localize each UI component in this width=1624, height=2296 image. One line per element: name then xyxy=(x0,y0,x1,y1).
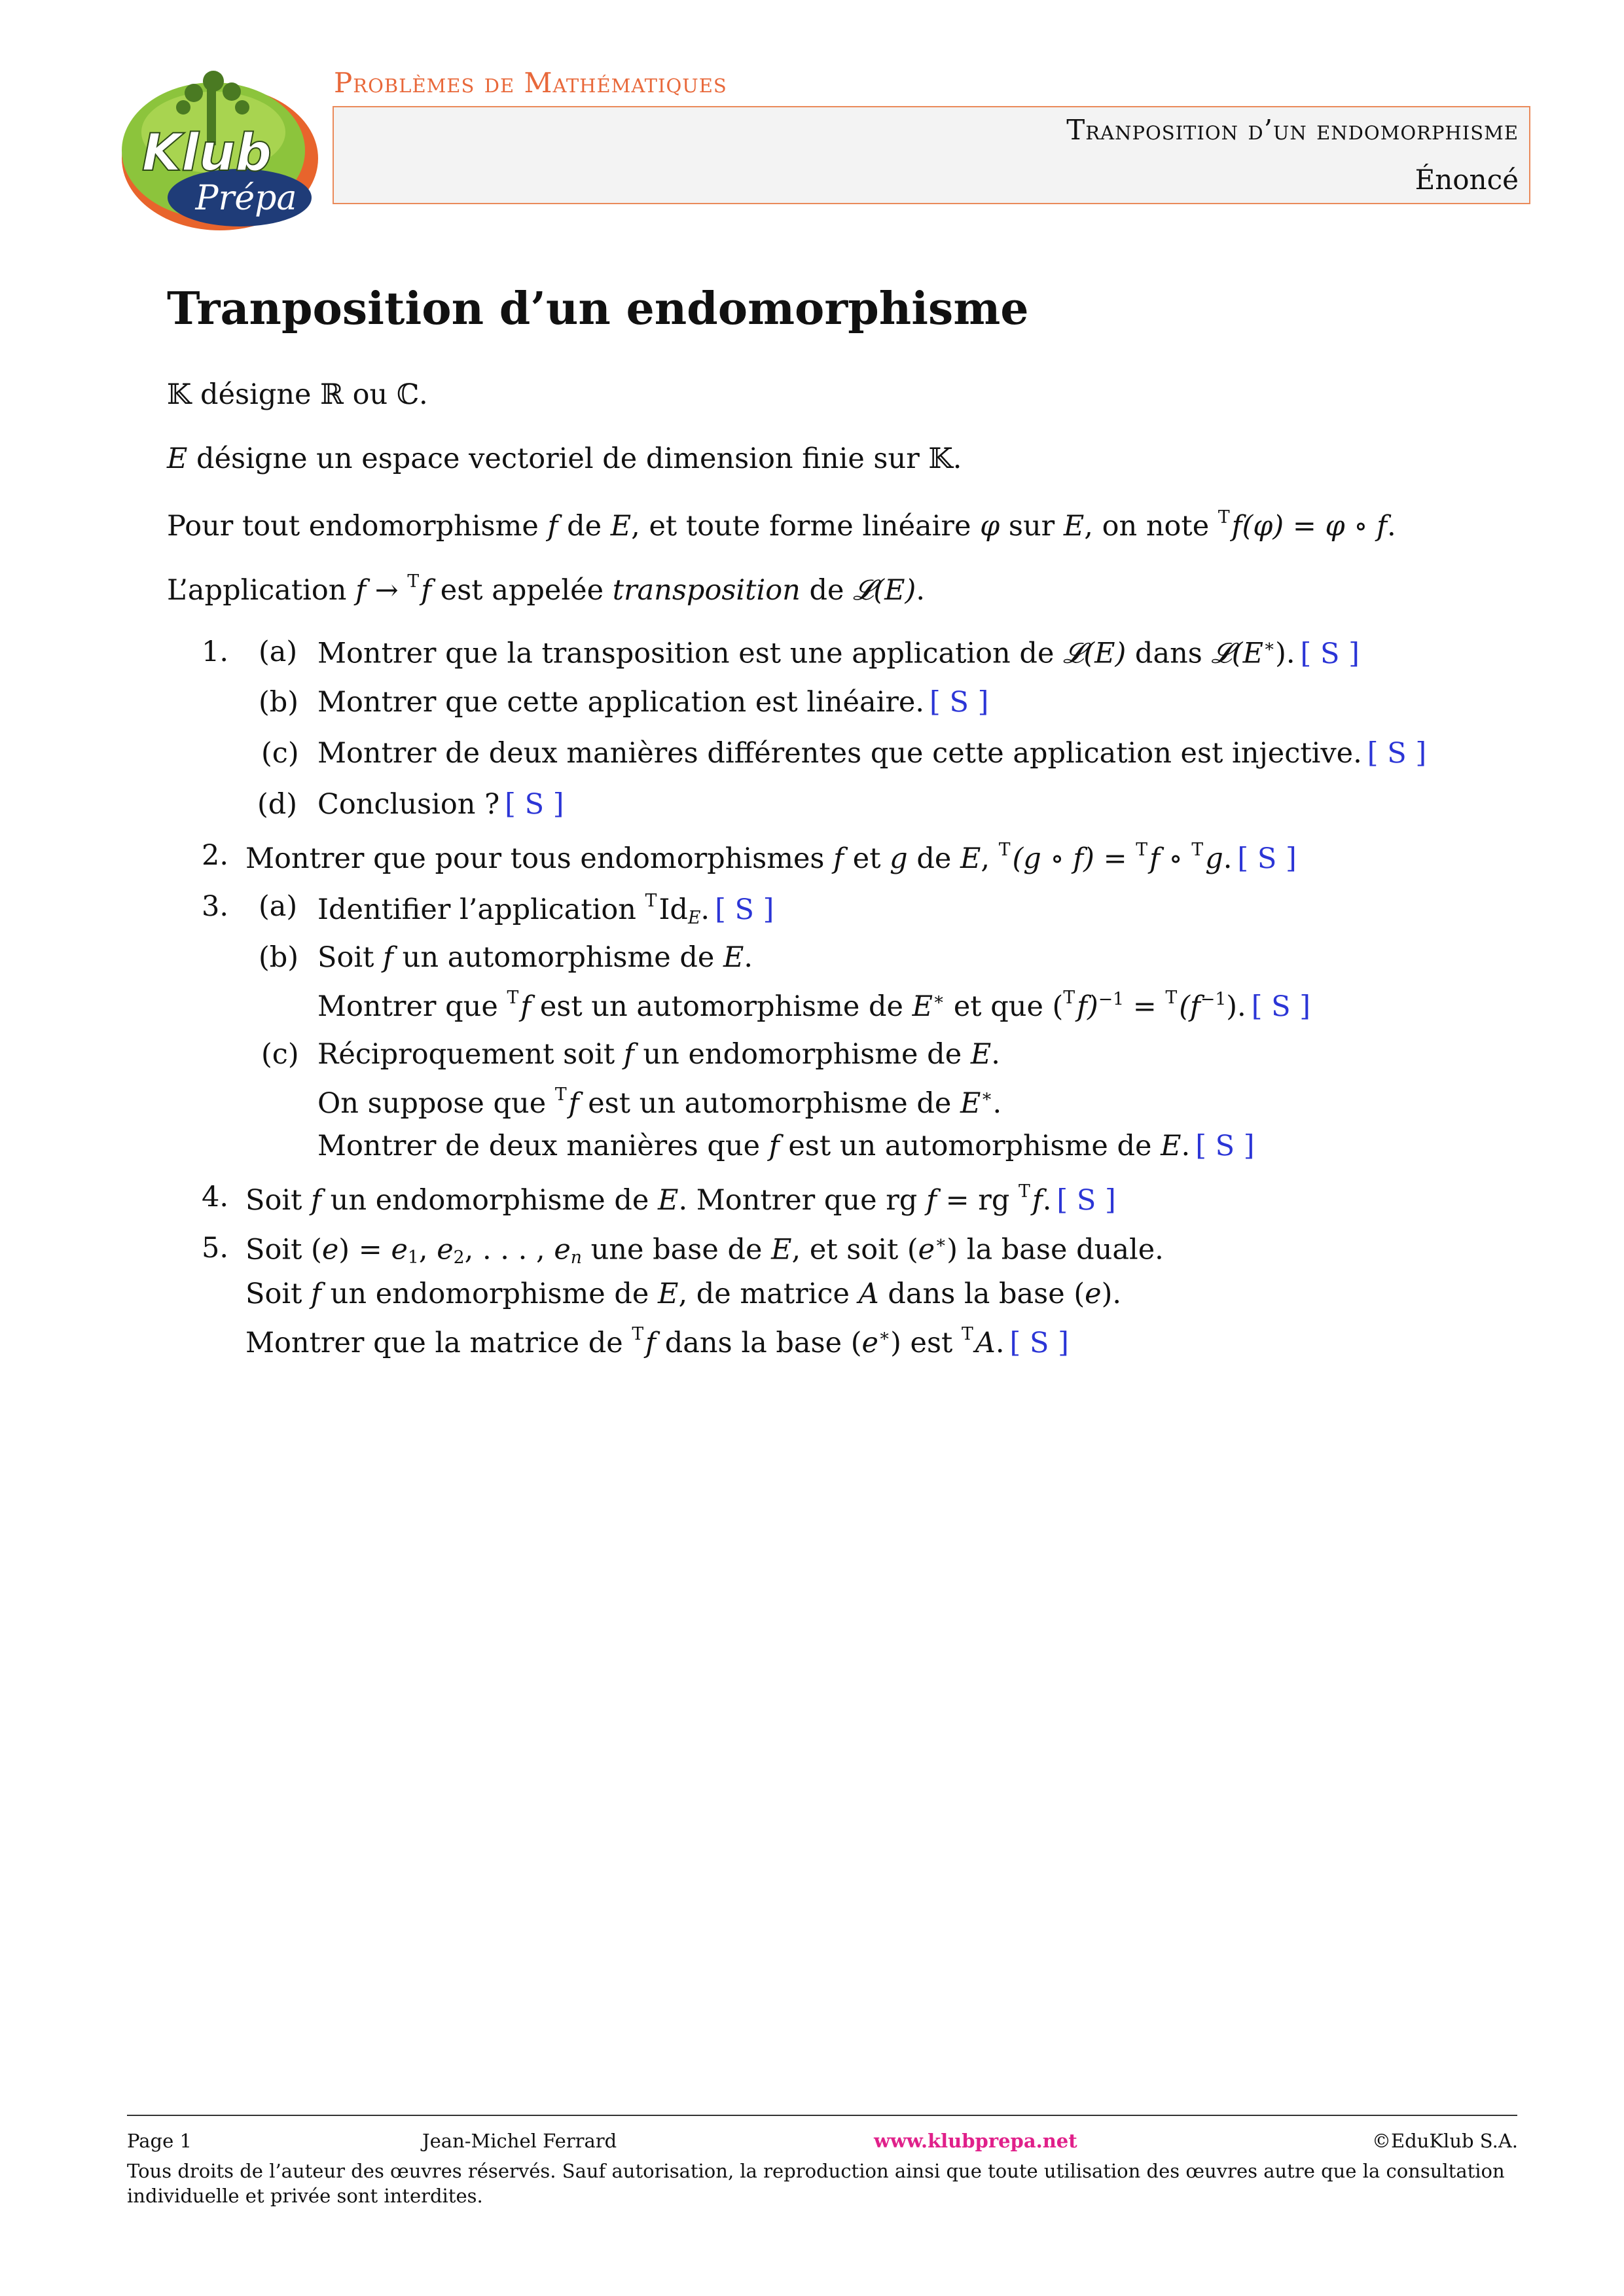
math-e: e xyxy=(861,1327,878,1360)
intro-text: . xyxy=(1387,510,1396,543)
question-number: 4. xyxy=(202,1181,229,1213)
intro-text: , on note xyxy=(1084,510,1218,543)
footer-rule xyxy=(127,2115,1517,2116)
transpose-superscript: T xyxy=(507,988,519,1008)
intro-text: de xyxy=(800,574,854,607)
question-text: est un automorphisme de xyxy=(779,1130,1161,1162)
klubprepa-logo xyxy=(115,60,318,232)
question-number: 2. xyxy=(202,839,229,872)
inverse-exponent: −1 xyxy=(1098,989,1125,1010)
question-text: Identifier l’application xyxy=(317,893,645,927)
solution-link[interactable]: [ S ] xyxy=(1251,990,1311,1024)
logo-text-prepa: Prépa xyxy=(195,179,297,218)
question-text: , xyxy=(981,842,999,876)
logo-text-klub: Klub xyxy=(141,124,272,183)
header-box xyxy=(333,106,1530,204)
question-3a xyxy=(317,893,774,927)
math-E: E xyxy=(723,941,744,974)
math-expression: f ∘ xyxy=(1149,842,1192,876)
math-phi: φ xyxy=(980,510,1000,543)
question-text: Montrer de deux manières différentes que cette application est injective. xyxy=(317,737,1362,770)
math-f: f xyxy=(623,1038,634,1071)
question-text: On suppose que xyxy=(317,1087,555,1121)
question-text: est un automorphisme de xyxy=(579,1087,961,1121)
math-E: E xyxy=(970,1038,992,1071)
question-text: ). xyxy=(1226,990,1246,1024)
math-E: E xyxy=(1063,510,1085,543)
question-text: . xyxy=(992,1087,1002,1121)
question-text: est un automorphisme de xyxy=(531,990,912,1024)
math-L-E: 𝓛(E xyxy=(1211,637,1263,670)
question-text: . xyxy=(1223,842,1233,876)
math-e: e xyxy=(1085,1278,1102,1310)
intro-text: sur xyxy=(1000,510,1064,543)
question-text: = xyxy=(1124,990,1166,1024)
math-e: e xyxy=(918,1233,935,1266)
question-text: dans la base ( xyxy=(656,1327,862,1360)
math-f: f xyxy=(926,1184,937,1217)
solution-link[interactable]: [ S ] xyxy=(715,893,774,927)
math-E: E xyxy=(658,1278,679,1310)
question-text: Soit ( xyxy=(245,1233,322,1266)
question-text: , de matrice xyxy=(678,1278,859,1310)
question-text: Réciproquement soit xyxy=(317,1038,624,1071)
math-f: f xyxy=(645,1327,657,1360)
math-f: f xyxy=(383,941,393,974)
dual-star: ∗ xyxy=(981,1086,993,1107)
dual-star: ∗ xyxy=(933,989,945,1010)
subquestion-label: (a) xyxy=(259,890,298,923)
emphasis-transposition: transposition xyxy=(612,574,801,607)
subquestion-label: (b) xyxy=(259,941,299,974)
math-A: A xyxy=(858,1278,879,1310)
math-formula: f(φ) = φ ∘ f xyxy=(1231,510,1387,543)
question-text: un endomorphisme de xyxy=(321,1184,659,1217)
solution-link[interactable]: [ S ] xyxy=(929,686,989,719)
solution-link[interactable]: [ S ] xyxy=(1237,842,1297,876)
transpose-superscript: T xyxy=(632,1324,644,1344)
transpose-superscript: T xyxy=(407,571,420,592)
math-f: (f xyxy=(1179,990,1200,1024)
question-text: Montrer que cette application est linéaire. xyxy=(317,686,925,719)
transpose-superscript: T xyxy=(1218,507,1230,528)
question-text: un automorphisme de xyxy=(393,941,723,974)
question-text: . xyxy=(744,941,753,974)
dual-star: ∗ xyxy=(878,1325,891,1346)
math-f: f xyxy=(547,510,558,543)
math-subscript: 1 xyxy=(407,1247,419,1268)
question-3c-line-1 xyxy=(317,1038,1000,1071)
intro-text: est appelée xyxy=(431,574,613,607)
math-E: E xyxy=(1161,1130,1182,1162)
question-text: . Montrer que rg xyxy=(678,1184,926,1217)
intro-text: de xyxy=(558,510,611,543)
transpose-superscript: T xyxy=(1165,988,1178,1008)
footer-legal-note: Tous droits de l’auteur des œuvres réservés. Sauf autorisation, la reproduction ainsi que toute utilisation des œuvres autre que la consultation individuelle et privée sont interdites. xyxy=(127,2160,1505,2207)
intro-text: désigne un espace vectoriel de dimension finie sur 𝕂. xyxy=(187,442,962,475)
question-text: ). xyxy=(1101,1278,1122,1310)
question-text: ) = xyxy=(338,1233,391,1266)
question-1a xyxy=(317,638,1360,668)
math-L-E: 𝓛(E) xyxy=(1063,637,1127,670)
inverse-exponent: −1 xyxy=(1200,989,1227,1010)
math-f: f xyxy=(1032,1184,1043,1217)
solution-link[interactable]: [ S ] xyxy=(505,788,564,821)
math-f: f xyxy=(568,1087,579,1121)
footer-page: Page 1 xyxy=(127,2130,192,2152)
question-text: Conclusion ? xyxy=(317,788,500,821)
question-2 xyxy=(245,840,1297,876)
transpose-superscript: T xyxy=(1136,840,1148,860)
question-text: Soit xyxy=(245,1184,312,1217)
question-text: . xyxy=(995,1327,1005,1360)
math-e: e xyxy=(437,1233,454,1266)
question-text: ) est xyxy=(890,1327,962,1360)
subquestion-label: (b) xyxy=(259,686,299,719)
header-doc-title: Tranposition d’un endomorphisme xyxy=(1066,114,1519,146)
intro-text: , et toute forme linéaire xyxy=(631,510,981,543)
math-f: f xyxy=(520,990,532,1024)
question-text: et xyxy=(844,842,890,876)
question-5-line-1 xyxy=(245,1234,1164,1267)
question-text: dans xyxy=(1126,637,1212,670)
footer-copyright: ©EduKlub S.A. xyxy=(1371,2130,1518,2152)
math-E: E xyxy=(960,842,981,876)
question-text: . xyxy=(1181,1130,1191,1162)
question-text: Montrer que pour tous endomorphismes xyxy=(245,842,834,876)
page-title: Tranposition d’un endomorphisme xyxy=(167,283,1029,335)
math-f: f xyxy=(355,574,367,607)
math-f: f xyxy=(311,1278,321,1310)
math-e: e xyxy=(391,1233,408,1266)
transpose-superscript: T xyxy=(1063,988,1075,1008)
question-3c-line-3 xyxy=(317,1132,1255,1160)
math-E: E xyxy=(912,990,933,1024)
subquestion-label: (d) xyxy=(257,788,298,821)
intro-text: L’application xyxy=(167,574,356,607)
math-arrow: → xyxy=(366,574,408,607)
math-E: E xyxy=(771,1233,792,1266)
question-text: Montrer que xyxy=(317,990,507,1024)
intro-text: 𝕂 désigne ℝ ou ℂ. xyxy=(167,378,428,411)
math-e: e xyxy=(321,1233,339,1266)
question-text: ). xyxy=(1275,637,1295,670)
math-e: e xyxy=(554,1233,571,1266)
question-text: une base de xyxy=(581,1233,772,1266)
question-text: . xyxy=(700,893,710,927)
dual-star: ∗ xyxy=(935,1232,947,1253)
math-identity: Id xyxy=(659,893,688,927)
intro-line-2 xyxy=(167,442,962,475)
header-doc-type: Énoncé xyxy=(1415,164,1519,196)
transpose-superscript: T xyxy=(1191,840,1204,860)
dual-star: ∗ xyxy=(1263,636,1276,656)
subquestion-label: (c) xyxy=(261,1038,299,1071)
question-1c xyxy=(317,737,1427,770)
math-subscript: n xyxy=(570,1247,582,1268)
question-3b-line-1 xyxy=(317,941,753,974)
transpose-superscript: T xyxy=(1019,1181,1030,1202)
subquestion-label: (c) xyxy=(261,737,299,770)
solution-link[interactable]: [ S ] xyxy=(1195,1130,1255,1162)
question-text: un endomorphisme de xyxy=(321,1278,659,1310)
question-text: . xyxy=(991,1038,1000,1071)
question-number: 1. xyxy=(202,636,229,668)
math-f: f xyxy=(311,1184,321,1217)
series-title: Problèmes de Mathématiques xyxy=(334,67,727,99)
math-expression: (g ∘ f) = xyxy=(1012,842,1136,876)
subquestion-label: (a) xyxy=(259,636,298,668)
math-g: g xyxy=(1205,842,1223,876)
math-g: g xyxy=(890,842,908,876)
solution-link[interactable]: [ S ] xyxy=(1009,1327,1069,1360)
math-E: E xyxy=(658,1184,679,1217)
footer-url-link[interactable]: www.klubprepa.net xyxy=(874,2130,1077,2152)
question-text: = rg xyxy=(936,1184,1019,1217)
question-text: Montrer que la transposition est une application de xyxy=(317,637,1064,670)
solution-link[interactable]: [ S ] xyxy=(1056,1184,1116,1217)
question-4 xyxy=(245,1183,1116,1215)
question-number: 5. xyxy=(202,1232,229,1265)
intro-line-3 xyxy=(167,509,1396,541)
math-f: f xyxy=(768,1130,780,1162)
question-text: et que ( xyxy=(945,990,1064,1024)
question-5-line-3 xyxy=(245,1324,1069,1360)
math-A: A xyxy=(975,1327,996,1360)
question-text: Soit xyxy=(317,941,384,974)
math-subscript-E: E xyxy=(687,907,701,928)
intro-line-4 xyxy=(167,573,925,605)
footer-author: Jean-Michel Ferrard xyxy=(422,2130,617,2152)
solution-link[interactable]: [ S ] xyxy=(1367,737,1427,770)
question-text: , . . . , xyxy=(464,1233,554,1266)
math-E: E xyxy=(167,442,188,475)
question-text: de xyxy=(907,842,960,876)
math-E: E xyxy=(610,510,632,543)
intro-text: . xyxy=(916,574,925,607)
transpose-superscript: T xyxy=(645,891,657,911)
question-text: Soit xyxy=(245,1278,312,1310)
question-text: dans la base ( xyxy=(878,1278,1085,1310)
math-E: E xyxy=(960,1087,981,1121)
question-1d xyxy=(317,788,564,821)
math-f: f) xyxy=(1077,990,1098,1024)
question-5-line-2 xyxy=(245,1280,1121,1308)
question-1b xyxy=(317,686,989,719)
question-text: Montrer que la matrice de xyxy=(245,1327,632,1360)
question-text: , et soit ( xyxy=(791,1233,918,1266)
transpose-superscript: T xyxy=(554,1085,567,1105)
question-text: , xyxy=(418,1233,437,1266)
question-text: Montrer de deux manières que xyxy=(317,1130,769,1162)
question-text: ) la base duale. xyxy=(947,1233,1164,1266)
question-number: 3. xyxy=(202,890,229,923)
question-3c-line-2 xyxy=(317,1085,1002,1121)
transpose-superscript: T xyxy=(962,1324,973,1344)
question-text: un endomorphisme de xyxy=(634,1038,971,1071)
transpose-superscript: T xyxy=(998,840,1011,860)
math-subscript: 2 xyxy=(453,1247,465,1268)
intro-line-1 xyxy=(167,378,428,411)
math-f: f xyxy=(833,842,844,876)
math-L-E: 𝓛(E) xyxy=(853,574,916,607)
intro-text: Pour tout endomorphisme xyxy=(167,510,548,543)
question-text: . xyxy=(1042,1184,1052,1217)
solution-link[interactable]: [ S ] xyxy=(1300,637,1360,670)
question-3b-line-2 xyxy=(317,988,1311,1024)
math-f: f xyxy=(421,574,432,607)
